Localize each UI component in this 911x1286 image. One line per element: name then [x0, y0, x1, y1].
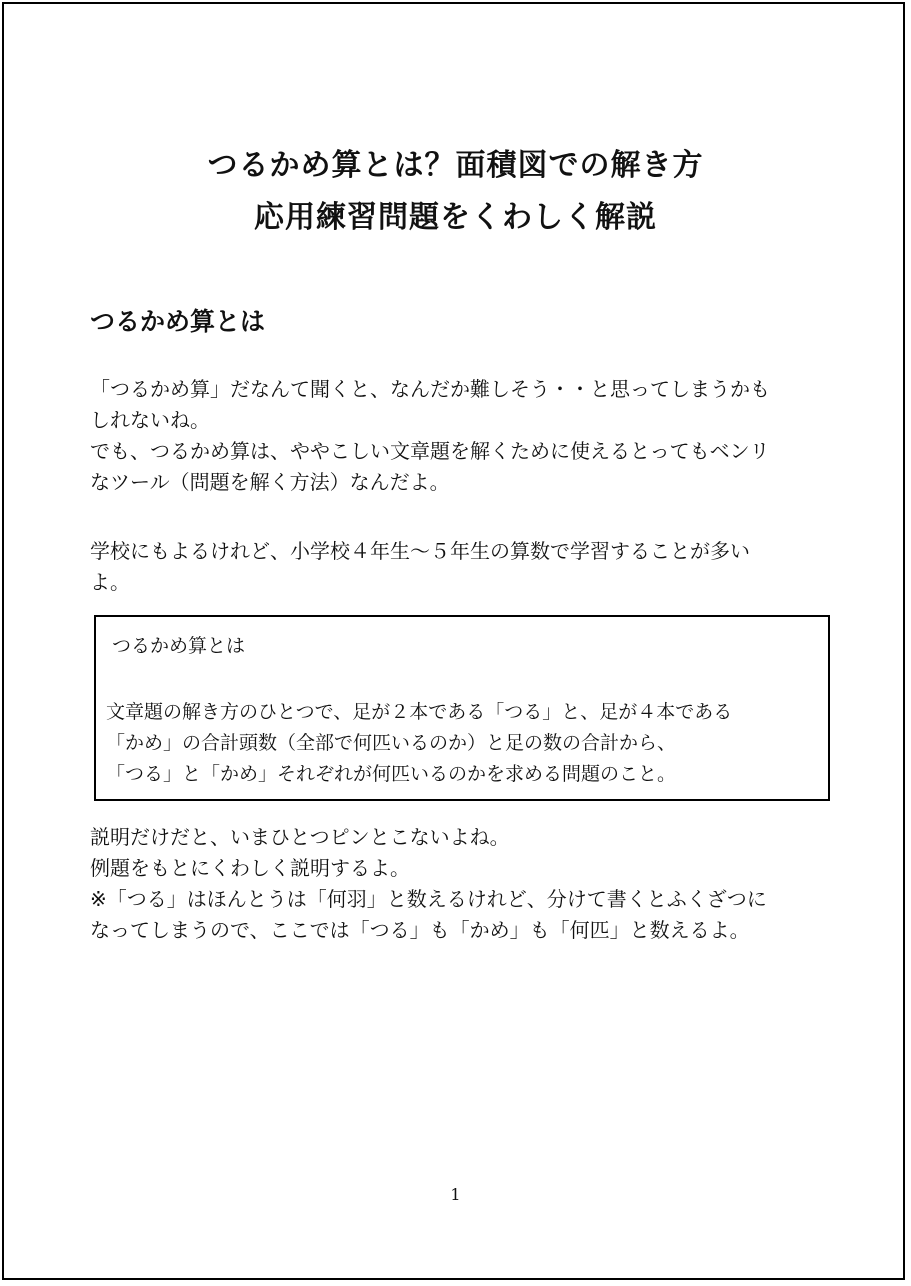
text-line: 文章題の解き方のひとつで、足が２本である「つる」と、足が４本である	[106, 701, 733, 723]
definition-box	[94, 615, 830, 801]
definition-title: つるかめ算とは	[112, 635, 246, 657]
text-line: 「かめ」の合計頭数（全部で何匹いるのか）と足の数の合計から、	[106, 732, 677, 754]
intro-paragraph	[90, 374, 830, 498]
text-line: 「つるかめ算」だなんて聞くと、なんだか難しそう・・と思ってしまうかも	[90, 377, 770, 401]
explanation-paragraph	[90, 822, 830, 946]
text-line: 例題をもとにくわしく説明するよ。	[90, 856, 410, 880]
grade-paragraph	[90, 536, 830, 598]
page-title	[0, 140, 911, 244]
definition-body	[106, 697, 732, 790]
text-line: 「つる」と「かめ」それぞれが何匹いるのかを求める問題のこと。	[106, 763, 677, 785]
title-line-2: 応用練習問題をくわしく解説	[254, 200, 657, 235]
text-line: でも、つるかめ算は、ややこしい文章題を解くために使えるとってもベンリ	[90, 439, 770, 463]
text-line: ※「つる」はほんとうは「何羽」と数えるけれど、分けて書くとふくざつに	[90, 887, 767, 911]
text-line: よ。	[90, 570, 130, 594]
section-heading: つるかめ算とは	[90, 307, 266, 336]
title-line-1: つるかめ算とは？面積図での解き方	[207, 148, 704, 183]
text-line: なツール（問題を解く方法）なんだよ。	[90, 470, 450, 494]
text-line: 説明だけだと、いまひとつピンとこないよね。	[90, 825, 510, 849]
text-line: なってしまうので、ここでは「つる」も「かめ」も「何匹」と数えるよ。	[90, 918, 750, 942]
page-number: 1	[450, 1185, 461, 1204]
text-line: しれないね。	[90, 408, 210, 432]
text-line: 学校にもよるけれど、小学校４年生～５年生の算数で学習することが多い	[90, 539, 750, 563]
